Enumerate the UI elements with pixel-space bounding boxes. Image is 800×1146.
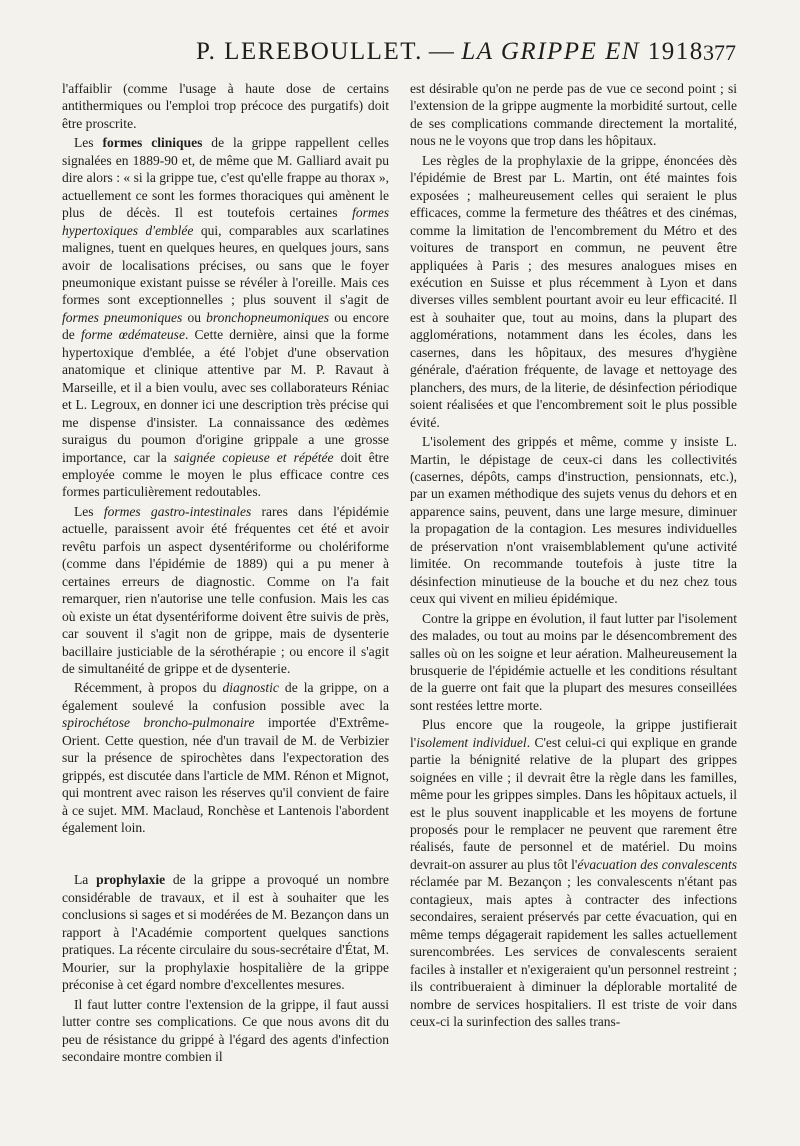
section-term: prophylaxie (96, 872, 166, 888)
page-number: 377 (703, 40, 736, 65)
right-column (410, 80, 737, 1030)
paragraph: est désirable qu'on ne perde pas de vue ce second point ; si l'extension de la grippe augmente la morbidité surtout, celle de ses complications commande directement la mortalité, nous ne le voyons que trop dans les hôpitaux. (410, 81, 737, 149)
running-header (0, 38, 800, 74)
title-dash: — (428, 38, 456, 65)
left-column (62, 80, 389, 1065)
paragraph: Plus encore que la rougeole, la grippe justifierait l'isolement individuel. C'est celui-ci qui explique en grande partie la bénignité relative de la plupart des grippes soignées en ville ; il devrait être la règle dans les familles, même pour les grippes simples. Dans les hôpitaux actuels, il est le plus souvent inapplicable et les moyens de fortune proposés pour le remplacer ne peuvent que rarement être réalisés, faute de personnel et de matériel. Du moins devrait-on assurer au plus tôt l'évacuation des convalescents réclamée par M. Bezançon ; les convalescents n'étant pas contagieux, mais aptes à contracter des infections secondaires, seraient préservés par cette évacuation, qui en même temps dégagerait rapidement les salles actuellement surencombrées. Les services de convalescents seraient faciles à installer et n'exigeraient qu'un personnel restreint ; ils contribueraient à diminuer la déplorable mortalité de nombre de services hospitaliers. Il est triste de voir dans ceux-ci la surinfection des salles trans- (410, 717, 738, 1030)
paragraph: Les formes gastro-intestinales rares dans l'épidémie actuelle, paraissent avoir été fréquentes cet été et avoir revêtu parfois un aspect dysentériforme ou cholériforme (comme dans l'épidémie de 1889) qui a pu mener à certaines erreurs de diagnostic. Comme on l'a fait remarquer, rien n'autorise une telle confusion. Mais les cas où existe un état dysentériforme doivent être suivis de près, car souvent il s'agit non de grippe, mais de dysenterie bacillaire justiciable de la sérothérapie ; ou encore il s'agit de simultanéité de grippe et de dysenterie. (62, 503, 390, 676)
article-year: 1918 (647, 38, 704, 65)
article-title: LA GRIPPE EN (461, 38, 641, 65)
paragraph: Les formes cliniques de la grippe rappellent celles signalées en 1889-90 et, de même que M. Galliard avait pu dire alors : « si la grippe tue, c'est qu'elle frappe au thorax », actuellement ce sont les formes thoraciques qui amènent le plus de décès. Il est toutefois certaines formes hypertoxiques d'emblée qui, comparables aux scarlatines malignes, tuent en quelques heures, en quelques jours, sans avoir de localisations précises, ou sans que le foyer pneumonique existant puisse se révéler à l'oreille. Mais ces formes sont exceptionnelles ; plus souvent il s'agit de formes pneumoniques ou bronchopneumoniques ou encore de forme œdémateuse. Cette dernière, ainsi que la forme hypertoxique d'emblée, a été l'objet d'une observation anatomique et clinique attentive par M. P. Ravaut à Marseille, et il a bien voulu, avec ses collaborateurs Réniac et L. Legroux, en donner ici une description très précise qui me dispense d'insister. La connaissance des œdèmes suraigus du poumon d'origine grippale a une grosse importance, car la saignée copieuse et répétée doit être employée comme le moyen le plus efficace contre ces formes particulièrement redoutables. (62, 135, 389, 500)
paragraph: L'isolement des grippés et même, comme y insiste L. Martin, le dépistage de ceux-ci dans les collectivités (casernes, dépôts, camps d'instruction, pensionnats, etc.), par un examen méthodique des sujets venus du dehors et en apparence sains, peuvent, dans une large mesure, diminuer la propagation de la contagion. Les mesures individuelles de préservation n'ont vraisemblablement qu'une activité limitée. On recommande toutefois à juste titre la désinfection minutieuse de la bouche et du nez chez tous ceux qui vivent en milieu épidémique. (410, 434, 737, 607)
running-title (196, 38, 704, 66)
paragraph: La prophylaxie de la grippe a provoqué un nombre considérable de travaux, et il est à souhaiter que les conclusions si sages et si modérées de M. Bezançon dans un rapport à l'Académie comportent quelques sanctions pratiques. La récente circulaire du sous-secrétaire d'État, M. Mourier, sur la prophylaxie hospitalière de la grippe préconise à cet égard nombre d'excellentes mesures. (62, 872, 389, 993)
section-term: formes cliniques (102, 135, 203, 151)
author-name: P. LEREBOULLET. (196, 38, 423, 65)
paragraph: Contre la grippe en évolution, il faut lutter par l'isolement des malades, ou tout au moins par le désencombrement des salles où on les soigne et leur aération. Malheureusement la brusquerie de l'épidémie actuelle et les conditions résultant de la guerre ont fait que la plupart des mesures conseillées sont restées lettre morte. (410, 610, 737, 713)
paragraph: l'affaiblir (comme l'usage à haute dose de certains antithermiques ou l'emploi trop précoce des purgatifs) doit être proscrite. (62, 81, 389, 131)
paragraph: Il faut lutter contre l'extension de la grippe, il faut aussi lutter contre ses complications. Ce que nous avons dit du peu de résistance du grippé à l'égard des agents d'infection secondaire montre combien il (62, 996, 389, 1065)
paragraph: Récemment, à propos du diagnostic de la grippe, on a également soulevé la confusion possible avec la spirochétose broncho-pulmonaire importée d'Extrême-Orient. Cette question, née d'un travail de M. de Verbizier sur la présence de spirochètes dans l'expectoration des grippés, est discutée dans l'article de MM. Rénon et Mignot, qui montrent avec raison les réserves qu'il convient de faire à ce sujet. MM. Maclaud, Ronchèse et Lantenois l'abordent également loin. (62, 680, 389, 836)
paragraph: Les règles de la prophylaxie de la grippe, énoncées dès l'épidémie de Brest par L. Martin, ont été maintes fois exposées ; malheureusement celles qui seraient le plus efficaces, comme la fermeture des théâtres et des cinémas, comme la limitation de l'encombrement du Métro et des voitures de transport en commun, ne peuvent être appliquées à Paris ; des mesures analogues mises en exécution en Suisse et plus récemment à Lyon et dans diverses villes semblent pourtant avoir eu leur efficacité. Il est à souhaiter que, tout au moins, dans la plupart des agglomérations, notamment dans les écoles, dans les casernes, dans les hôpitaux, des mesures d'hygiène générale, d'aération fréquente, de lavage et nettoyage des planchers, des murs, de la literie, de désinfection périodique soient réalisées et que l'encombrement soit le plus possible évité. (410, 152, 737, 430)
